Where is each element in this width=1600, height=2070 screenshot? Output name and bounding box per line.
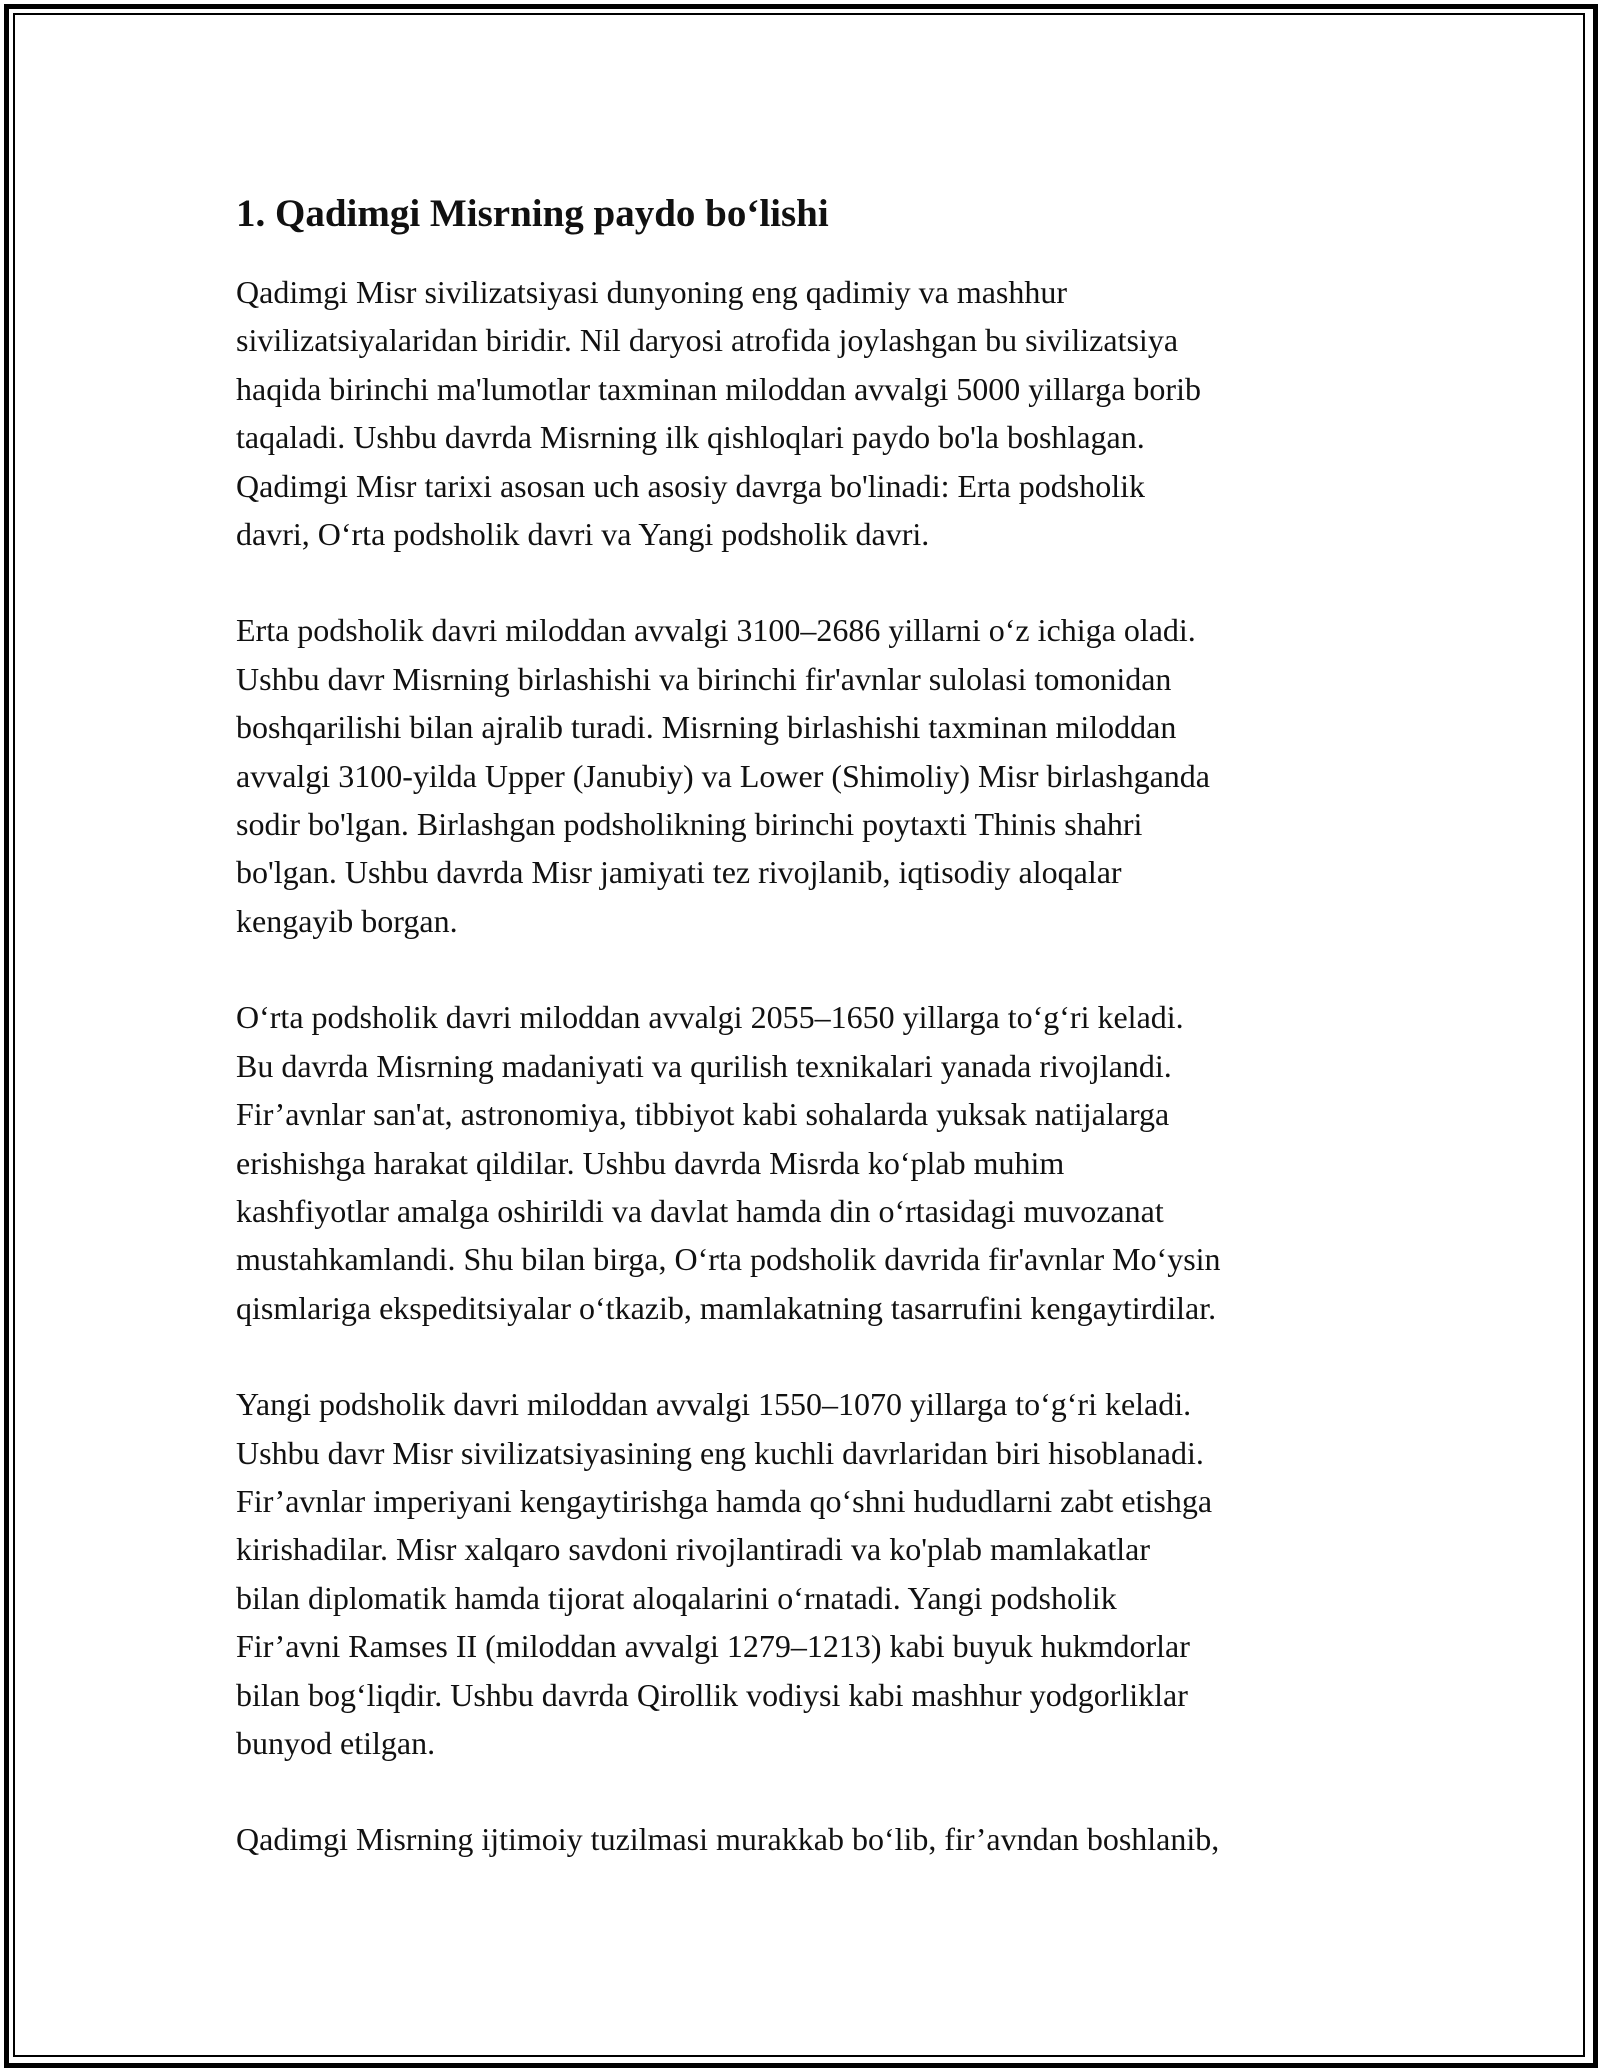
paragraph-early-kingdom — [236, 606, 1400, 945]
text-line: bilan diplomatik hamda tijorat aloqalarini o‘rnatadi. Yangi podsholik — [236, 1579, 1117, 1616]
text-line: Ushbu davr Misrning birlashishi va birinchi fir'avnlar sulolasi tomonidan — [236, 660, 1172, 697]
paragraph-middle-kingdom — [236, 993, 1400, 1332]
text-line: bunyod etilgan. — [236, 1724, 436, 1761]
text-line: Yangi podsholik davri miloddan avvalgi 1550–1070 yillarga to‘g‘ri keladi. — [236, 1386, 1192, 1423]
text-line: bo'lgan. Ushbu davrda Misr jamiyati tez rivojlanib, iqtisodiy aloqalar — [236, 854, 1122, 891]
paragraph-social-structure — [236, 1815, 1400, 1863]
text-line: Erta podsholik davri miloddan avvalgi 3100–2686 yillarni o‘z ichiga oladi. — [236, 612, 1196, 649]
section-heading: 1. Qadimgi Misrning paydo bo‘lishi — [236, 192, 829, 235]
text-line: haqida birinchi ma'lumotlar taxminan miloddan avvalgi 5000 yillarga borib — [236, 370, 1201, 407]
text-line: kashfiyotlar amalga oshirildi va davlat hamda din o‘rtasidagi muvozanat — [236, 1192, 1164, 1229]
text-line: Fir’avnlar san'at, astronomiya, tibbiyot kabi sohalarda yuksak natijalarga — [236, 1096, 1170, 1133]
text-line: kengayib borgan. — [236, 902, 458, 939]
text-line: davri, O‘rta podsholik davri va Yangi podsholik davri. — [236, 516, 930, 553]
text-line: Qadimgi Misr tarixi asosan uch asosiy davrga bo'linadi: Erta podsholik — [236, 467, 1146, 504]
text-line: sodir bo'lgan. Birlashgan podsholikning birinchi poytaxti Thinis shahri — [236, 806, 1143, 843]
text-line: Ushbu davr Misr sivilizatsiyasining eng kuchli davrlaridan biri hisoblanadi. — [236, 1434, 1204, 1471]
text-line: O‘rta podsholik davri miloddan avvalgi 2055–1650 yillarga to‘g‘ri keladi. — [236, 999, 1184, 1036]
text-line: mustahkamlandi. Shu bilan birga, O‘rta podsholik davrida fir'avnlar Mo‘ysin — [236, 1241, 1221, 1278]
text-line: Qadimgi Misrning ijtimoiy tuzilmasi murakkab bo‘lib, fir’avndan boshlanib, — [236, 1821, 1220, 1858]
text-line: boshqarilishi bilan ajralib turadi. Misrning birlashishi taxminan miloddan — [236, 709, 1177, 746]
text-line: avvalgi 3100-yilda Upper (Janubiy) va Lower (Shimoliy) Misr birlashganda — [236, 757, 1210, 794]
paragraph-intro — [236, 268, 1400, 558]
paragraph-new-kingdom — [236, 1380, 1400, 1767]
text-line: erishishga harakat qildilar. Ushbu davrda Misrda ko‘plab muhim — [236, 1144, 1065, 1181]
text-line: qismlariga ekspeditsiyalar o‘tkazib, mamlakatning tasarrufini kengaytirdilar. — [236, 1289, 1217, 1326]
text-line: kirishadilar. Misr xalqaro savdoni rivojlantiradi va ko'plab mamlakatlar — [236, 1531, 1150, 1568]
text-line: Fir’avnlar imperiyani kengaytirishga hamda qo‘shni hududlarni zabt etishga — [236, 1482, 1213, 1519]
text-line: Fir’avni Ramses II (miloddan avvalgi 1279–1213) kabi buyuk hukmdorlar — [236, 1628, 1190, 1665]
text-line: taqaladi. Ushbu davrda Misrning ilk qishloqlari paydo bo'la boshlagan. — [236, 419, 1145, 456]
text-line: sivilizatsiyalaridan biridir. Nil daryosi atrofida joylashgan bu sivilizatsiya — [236, 322, 1179, 359]
text-line: Qadimgi Misr sivilizatsiyasi dunyoning eng qadimiy va mashhur — [236, 274, 1068, 310]
text-line: Bu davrda Misrning madaniyati va qurilish texnikalari yanada rivojlandi. — [236, 1047, 1172, 1084]
document-body — [236, 186, 1400, 1912]
text-line: bilan bog‘liqdir. Ushbu davrda Qirollik vodiysi kabi mashhur yodgorliklar — [236, 1676, 1188, 1713]
